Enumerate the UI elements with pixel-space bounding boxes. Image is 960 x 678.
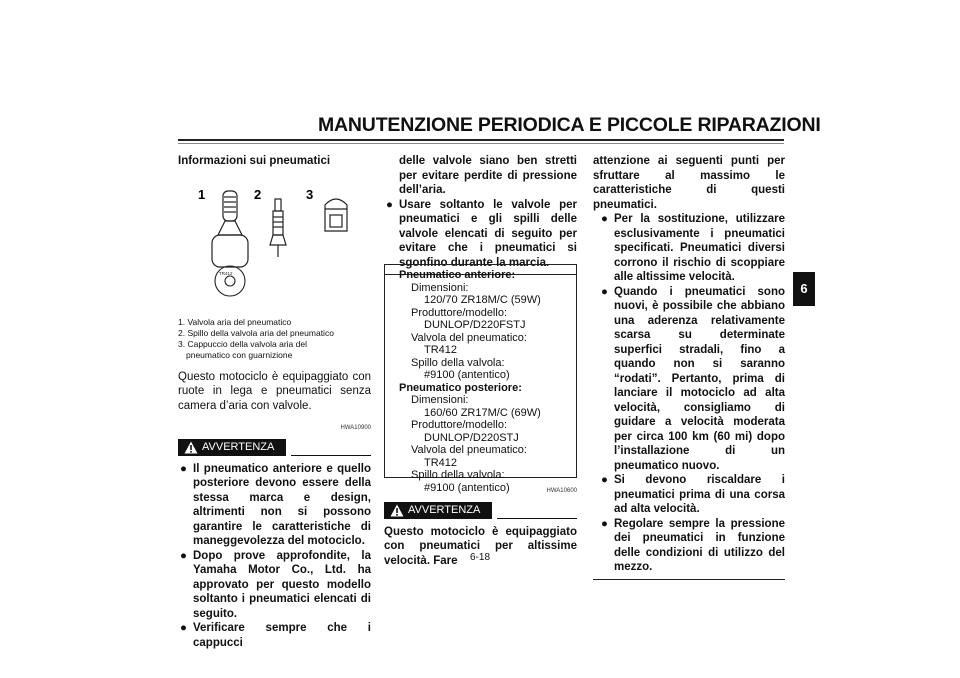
warning-paragraph: Questo motociclo è equipaggiato con pneumatici per altissime velocità. Fare bbox=[384, 525, 577, 567]
list-item: ● Quando i pneumatici sono nuovi, è possibile che abbiano una aderenza relativamente scarsa su determinate superfici stradali, fino a quando non si saranno “rodati”. Pertanto, prima di lanciare il motociclo ad alta velocità, consigliamo di guidare a velocità moderata per circa 100 km (60 mi) dopo l’installazione di un pneumatico nuovo. bbox=[601, 285, 785, 472]
list-item: ● Il pneumatico anteriore e quello posteriore devono essere della stessa marca e design, altrimenti non si possono garantire le caratteristiche di maneggevolezza del motociclo. bbox=[180, 462, 371, 547]
figure-label-3: 3 bbox=[306, 186, 314, 202]
figure-label-1: 1 bbox=[198, 186, 206, 202]
warning-rule bbox=[291, 455, 371, 457]
spec-key: Dimensioni: bbox=[411, 394, 469, 406]
page-title: MANUTENZIONE PERIODICA E PICCOLE RIPARAZIONI bbox=[318, 114, 821, 136]
section-heading: Informazioni sui pneumatici bbox=[178, 155, 331, 167]
warning-header bbox=[178, 439, 371, 456]
list-item: ● Regolare sempre la pressione dei pneumatici in funzione delle condizioni di utilizzo del mezzo. bbox=[601, 517, 785, 573]
valve-cap-icon bbox=[325, 199, 347, 231]
spec-value: 160/60 ZR17M/C (69W) bbox=[424, 406, 541, 419]
intro-paragraph: Questo motociclo è equipaggiato con ruote in lega e pneumatici senza camera d’aria con valvole. bbox=[178, 370, 371, 412]
spec-value: DUNLOP/D220STJ bbox=[424, 431, 519, 444]
tire-valve-icon bbox=[212, 191, 248, 267]
spec-key: Produttore/modello: bbox=[411, 306, 507, 319]
spec-value: TR412 bbox=[424, 456, 458, 469]
list-item: ● Per la sostituzione, utilizzare esclusivamente i pneumatici specificati. Pneumatici diversi corrono il rischio di scoppiare alle altissime velocità. bbox=[601, 213, 785, 283]
spec-key: Valvola del pneumatico: bbox=[411, 444, 527, 456]
list-item: ● Si devono riscaldare i pneumatici prima di una corsa ad alta velocità. bbox=[601, 474, 785, 515]
paragraph-continued: attenzione ai seguenti punti per sfruttare al massimo le caratteristiche di questi pneumatici. bbox=[593, 155, 785, 211]
warning-icon bbox=[184, 441, 198, 454]
warning-icon bbox=[390, 504, 404, 517]
column-2 bbox=[384, 154, 577, 275]
spec-key: Produttore/modello: bbox=[411, 419, 507, 431]
list-item: ● Usare soltanto le valvole per pneumatici e gli spilli delle valvole elencati di seguito per evitare che i pneumatici si sgonfino durante la marcia. bbox=[386, 198, 577, 269]
spec-key: Spillo della valvola: bbox=[411, 356, 505, 369]
spec-value: #9100 (antentico) bbox=[424, 481, 510, 494]
list-item: ● Verificare sempre che i cappucci bbox=[180, 622, 371, 649]
spec-value: TR412 bbox=[424, 344, 458, 356]
figure-caption: 2. Spillo della valvola aria del pneumatico bbox=[178, 327, 334, 338]
header-rule bbox=[178, 139, 784, 141]
page-number: 6-18 bbox=[470, 552, 491, 563]
valve-cap-marking: TR412 bbox=[219, 270, 233, 276]
divider bbox=[593, 579, 785, 580]
paragraph-continued: delle valvole siano ben stretti per evitare perdite di pressione dell’aria. bbox=[399, 155, 577, 196]
figure-caption: 1. Valvola aria del pneumatico bbox=[178, 316, 292, 327]
spec-value: DUNLOP/D220FSTJ bbox=[424, 319, 526, 331]
spec-value: 120/70 ZR18M/C (59W) bbox=[424, 294, 541, 306]
column-1 bbox=[178, 154, 371, 650]
warning-code: HWA10600 bbox=[546, 488, 577, 494]
header-rule-thin bbox=[178, 143, 784, 144]
spec-title-rear: Pneumatico posteriore: bbox=[399, 381, 522, 394]
chapter-tab: 6 bbox=[793, 272, 815, 306]
warning-rule bbox=[497, 518, 577, 520]
figure-caption: pneumatico con guarnizione bbox=[186, 349, 293, 360]
valve-core-icon bbox=[270, 199, 286, 257]
figure-caption: 3. Cappuccio della valvola aria del bbox=[178, 338, 307, 349]
valve-figure bbox=[178, 171, 371, 299]
list-item: ● Dopo prove approfondite, la Yamaha Motor Co., Ltd. ha approvato per questo modello soltanto i pneumatici elencati di seguito. bbox=[180, 549, 371, 620]
warning-header bbox=[384, 502, 577, 519]
warning-code: HWA10900 bbox=[340, 425, 371, 431]
warning-label: AVVERTENZA bbox=[202, 440, 275, 453]
spec-key: Dimensioni: bbox=[411, 281, 469, 294]
warning-label: AVVERTENZA bbox=[408, 503, 481, 516]
spec-key: Spillo della valvola: bbox=[411, 469, 505, 481]
spec-key: Valvola del pneumatico: bbox=[411, 331, 527, 344]
figure-label-2: 2 bbox=[254, 186, 262, 202]
spec-value: #9100 (antentico) bbox=[424, 369, 510, 381]
spec-title-front: Pneumatico anteriore: bbox=[399, 269, 516, 281]
column-3 bbox=[593, 154, 785, 580]
